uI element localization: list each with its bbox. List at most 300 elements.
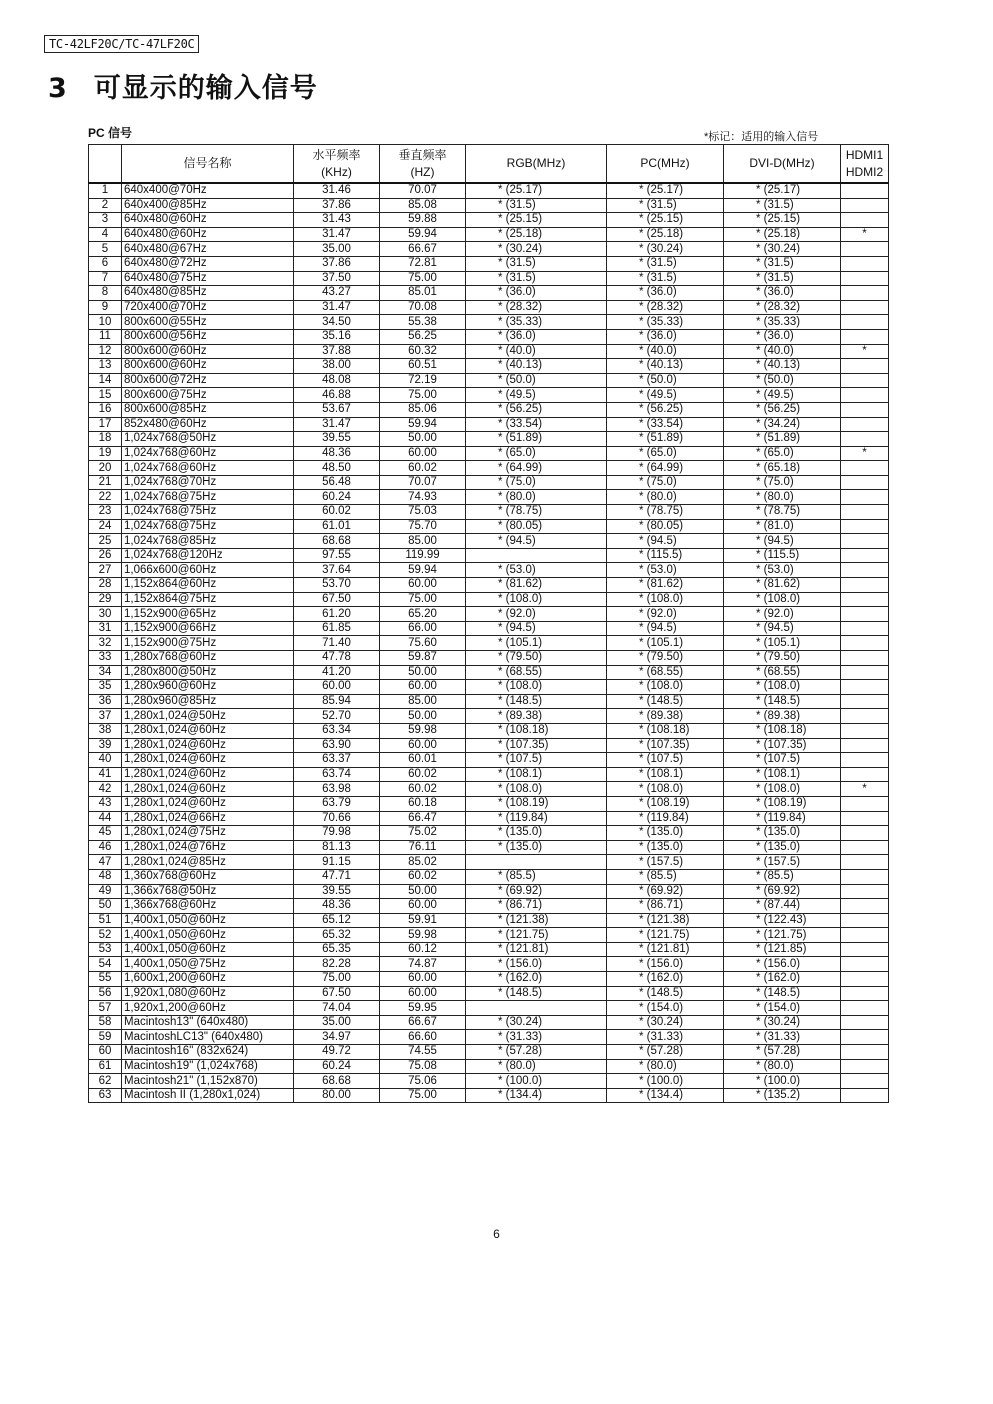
pc-clock: * (36.0): [607, 329, 724, 344]
row-number: 46: [89, 840, 122, 855]
signal-name: 1,280x960@85Hz: [122, 694, 294, 709]
h-freq: 47.71: [294, 869, 380, 884]
v-freq: 75.00: [380, 388, 466, 403]
dvi-clock: * (148.5): [724, 986, 841, 1001]
v-freq: 70.07: [380, 183, 466, 198]
pc-clock: * (115.5): [607, 548, 724, 563]
table-row: [89, 665, 889, 680]
dvi-clock: * (31.5): [724, 198, 841, 213]
table-row: [89, 899, 889, 914]
signal-name: 640x480@72Hz: [122, 256, 294, 271]
pc-clock: * (135.0): [607, 826, 724, 841]
rgb-clock: * (80.05): [466, 519, 607, 534]
pc-clock: * (86.71): [607, 899, 724, 914]
pc-clock: * (80.0): [607, 490, 724, 505]
v-freq: 85.01: [380, 286, 466, 301]
header-pc: PC(MHz): [607, 145, 724, 184]
h-freq: 61.85: [294, 621, 380, 636]
header-no: [89, 145, 122, 184]
dvi-clock: * (94.5): [724, 621, 841, 636]
v-freq: 66.47: [380, 811, 466, 826]
table-row: [89, 1015, 889, 1030]
h-freq: 63.90: [294, 738, 380, 753]
hdmi-mark: [841, 709, 889, 724]
h-freq: 37.64: [294, 563, 380, 578]
hdmi-mark: [841, 461, 889, 476]
v-freq: 50.00: [380, 665, 466, 680]
rgb-clock: * (100.0): [466, 1074, 607, 1089]
dvi-clock: * (65.18): [724, 461, 841, 476]
table-row: [89, 869, 889, 884]
table-row: [89, 1001, 889, 1016]
v-freq: 85.00: [380, 534, 466, 549]
signal-name: 640x480@75Hz: [122, 271, 294, 286]
v-freq: 59.94: [380, 227, 466, 242]
pc-clock: * (65.0): [607, 446, 724, 461]
table-row: [89, 986, 889, 1001]
row-number: 59: [89, 1030, 122, 1045]
table-row: [89, 432, 889, 447]
hdmi-mark: [841, 1015, 889, 1030]
h-freq: 53.70: [294, 578, 380, 593]
row-number: 43: [89, 796, 122, 811]
table-row: [89, 738, 889, 753]
section-number: 3: [48, 73, 68, 104]
v-freq: 74.55: [380, 1045, 466, 1060]
pc-clock: * (105.1): [607, 636, 724, 651]
signal-name: 1,024x768@75Hz: [122, 519, 294, 534]
row-number: 8: [89, 286, 122, 301]
signal-name: 1,024x768@50Hz: [122, 432, 294, 447]
pc-clock: * (68.55): [607, 665, 724, 680]
rgb-clock: * (64.99): [466, 461, 607, 476]
h-freq: 60.00: [294, 680, 380, 695]
signal-name: 640x480@60Hz: [122, 227, 294, 242]
h-freq: 46.88: [294, 388, 380, 403]
dvi-clock: * (40.0): [724, 344, 841, 359]
dvi-clock: * (35.33): [724, 315, 841, 330]
row-number: 9: [89, 300, 122, 315]
pc-clock: * (162.0): [607, 972, 724, 987]
v-freq: 75.00: [380, 592, 466, 607]
dvi-clock: * (25.18): [724, 227, 841, 242]
section-title: [48, 66, 318, 105]
hdmi-mark: [841, 315, 889, 330]
hdmi-mark: *: [841, 782, 889, 797]
signal-name: 800x600@60Hz: [122, 359, 294, 374]
dvi-clock: * (154.0): [724, 1001, 841, 1016]
signal-name: 1,280x1,024@60Hz: [122, 796, 294, 811]
rgb-clock: * (50.0): [466, 373, 607, 388]
dvi-clock: * (135.0): [724, 840, 841, 855]
table-row: [89, 826, 889, 841]
hdmi-mark: [841, 753, 889, 768]
h-freq: 71.40: [294, 636, 380, 651]
row-number: 52: [89, 928, 122, 943]
pc-signal-table: [88, 144, 889, 1103]
v-freq: 75.00: [380, 1088, 466, 1103]
rgb-clock: * (40.13): [466, 359, 607, 374]
rgb-clock: * (108.18): [466, 723, 607, 738]
v-freq: 59.95: [380, 1001, 466, 1016]
h-freq: 61.20: [294, 607, 380, 622]
signal-name: 1,400x1,050@60Hz: [122, 942, 294, 957]
h-freq: 81.13: [294, 840, 380, 855]
header-h-freq: [294, 145, 380, 184]
hdmi-mark: [841, 680, 889, 695]
table-row: [89, 796, 889, 811]
dvi-clock: * (75.0): [724, 475, 841, 490]
h-freq: 37.86: [294, 198, 380, 213]
h-freq: 67.50: [294, 986, 380, 1001]
signal-name: 1,152x864@75Hz: [122, 592, 294, 607]
pc-clock: * (49.5): [607, 388, 724, 403]
pc-clock: * (80.05): [607, 519, 724, 534]
signal-name: 1,024x768@60Hz: [122, 461, 294, 476]
signal-name: 1,152x900@66Hz: [122, 621, 294, 636]
v-freq: 60.02: [380, 767, 466, 782]
signal-name: 1,024x768@70Hz: [122, 475, 294, 490]
v-freq: 75.03: [380, 505, 466, 520]
hdmi-mark: [841, 986, 889, 1001]
dvi-clock: * (68.55): [724, 665, 841, 680]
row-number: 48: [89, 869, 122, 884]
h-freq: 75.00: [294, 972, 380, 987]
header-h-freq-label: 水平频率: [312, 147, 361, 162]
v-freq: 119.99: [380, 548, 466, 563]
rgb-clock: * (65.0): [466, 446, 607, 461]
table-row: [89, 227, 889, 242]
v-freq: 50.00: [380, 709, 466, 724]
v-freq: 60.00: [380, 738, 466, 753]
h-freq: 37.86: [294, 256, 380, 271]
table-row: [89, 680, 889, 695]
row-number: 20: [89, 461, 122, 476]
row-number: 62: [89, 1074, 122, 1089]
h-freq: 65.32: [294, 928, 380, 943]
hdmi-mark: [841, 694, 889, 709]
rgb-clock: * (78.75): [466, 505, 607, 520]
table-row: [89, 256, 889, 271]
pc-clock: * (107.5): [607, 753, 724, 768]
h-freq: 63.74: [294, 767, 380, 782]
signal-name: 1,280x1,024@66Hz: [122, 811, 294, 826]
v-freq: 60.00: [380, 578, 466, 593]
pc-clock: * (25.17): [607, 183, 724, 198]
h-freq: 52.70: [294, 709, 380, 724]
h-freq: 37.88: [294, 344, 380, 359]
table-row: [89, 723, 889, 738]
row-number: 25: [89, 534, 122, 549]
section-title-text: 可显示的输入信号: [93, 73, 318, 104]
signal-name: 1,280x1,024@60Hz: [122, 782, 294, 797]
v-freq: 60.32: [380, 344, 466, 359]
v-freq: 60.00: [380, 986, 466, 1001]
rgb-clock: * (81.62): [466, 578, 607, 593]
pc-clock: * (31.5): [607, 256, 724, 271]
h-freq: 61.01: [294, 519, 380, 534]
h-freq: 74.04: [294, 1001, 380, 1016]
hdmi-mark: [841, 183, 889, 198]
hdmi-mark: [841, 899, 889, 914]
signal-name: 800x600@85Hz: [122, 402, 294, 417]
dvi-clock: * (115.5): [724, 548, 841, 563]
rgb-clock: * (79.50): [466, 651, 607, 666]
h-freq: 67.50: [294, 592, 380, 607]
signal-name: 800x600@72Hz: [122, 373, 294, 388]
table-row: [89, 942, 889, 957]
table-row: [89, 359, 889, 374]
row-number: 17: [89, 417, 122, 432]
dvi-clock: * (40.13): [724, 359, 841, 374]
signal-name: 800x600@55Hz: [122, 315, 294, 330]
dvi-clock: * (108.0): [724, 782, 841, 797]
v-freq: 59.88: [380, 213, 466, 228]
h-freq: 85.94: [294, 694, 380, 709]
signal-name: 640x480@60Hz: [122, 213, 294, 228]
hdmi-mark: [841, 913, 889, 928]
table-row: [89, 694, 889, 709]
h-freq: 43.27: [294, 286, 380, 301]
hdmi-mark: [841, 928, 889, 943]
table-row: [89, 242, 889, 257]
table-body: [89, 183, 889, 1103]
signal-name: 1,600x1,200@60Hz: [122, 972, 294, 987]
signal-name: 1,280x1,024@50Hz: [122, 709, 294, 724]
dvi-clock: * (80.0): [724, 1059, 841, 1074]
table-row: [89, 651, 889, 666]
v-freq: 66.60: [380, 1030, 466, 1045]
v-freq: 74.87: [380, 957, 466, 972]
row-number: 49: [89, 884, 122, 899]
table-row: [89, 563, 889, 578]
hdmi-mark: [841, 738, 889, 753]
row-number: 13: [89, 359, 122, 374]
dvi-clock: * (36.0): [724, 286, 841, 301]
rgb-clock: * (75.0): [466, 475, 607, 490]
dvi-clock: * (36.0): [724, 329, 841, 344]
rgb-clock: * (57.28): [466, 1045, 607, 1060]
dvi-clock: * (92.0): [724, 607, 841, 622]
rgb-clock: * (94.5): [466, 621, 607, 636]
v-freq: 60.00: [380, 680, 466, 695]
table-row: [89, 344, 889, 359]
rgb-clock: * (69.92): [466, 884, 607, 899]
rgb-clock: * (156.0): [466, 957, 607, 972]
pc-clock: * (121.38): [607, 913, 724, 928]
row-number: 18: [89, 432, 122, 447]
table-row: [89, 957, 889, 972]
dvi-clock: * (107.5): [724, 753, 841, 768]
signal-name: 1,280x1,024@60Hz: [122, 738, 294, 753]
header-rgb: RGB(MHz): [466, 145, 607, 184]
pc-clock: * (31.5): [607, 271, 724, 286]
h-freq: 38.00: [294, 359, 380, 374]
h-freq: 53.67: [294, 402, 380, 417]
dvi-clock: * (57.28): [724, 1045, 841, 1060]
rgb-clock: * (25.18): [466, 227, 607, 242]
dvi-clock: * (69.92): [724, 884, 841, 899]
h-freq: 91.15: [294, 855, 380, 870]
header-v-freq-label: 垂直频率: [398, 147, 447, 162]
pc-clock: * (85.5): [607, 869, 724, 884]
dvi-clock: * (51.89): [724, 432, 841, 447]
pc-clock: * (75.0): [607, 475, 724, 490]
dvi-clock: * (25.15): [724, 213, 841, 228]
v-freq: 66.67: [380, 242, 466, 257]
pc-clock: * (53.0): [607, 563, 724, 578]
h-freq: 63.34: [294, 723, 380, 738]
row-number: 11: [89, 329, 122, 344]
header-v-freq: [380, 145, 466, 184]
table-row: [89, 519, 889, 534]
v-freq: 60.18: [380, 796, 466, 811]
v-freq: 59.94: [380, 417, 466, 432]
v-freq: 50.00: [380, 432, 466, 447]
v-freq: 66.00: [380, 621, 466, 636]
rgb-clock: * (31.33): [466, 1030, 607, 1045]
dvi-clock: * (135.2): [724, 1088, 841, 1103]
signal-name: 1,152x864@60Hz: [122, 578, 294, 593]
pc-clock: * (28.32): [607, 300, 724, 315]
rgb-clock: * (107.35): [466, 738, 607, 753]
signal-name: 640x400@70Hz: [122, 183, 294, 198]
row-number: 19: [89, 446, 122, 461]
pc-clock: * (31.33): [607, 1030, 724, 1045]
v-freq: 60.00: [380, 899, 466, 914]
table-row: [89, 286, 889, 301]
v-freq: 59.91: [380, 913, 466, 928]
h-freq: 79.98: [294, 826, 380, 841]
dvi-clock: * (30.24): [724, 242, 841, 257]
signal-name: 1,280x1,024@76Hz: [122, 840, 294, 855]
table-label: PC 信号: [88, 126, 133, 140]
table-row: [89, 840, 889, 855]
signal-name: 1,920x1,080@60Hz: [122, 986, 294, 1001]
hdmi-mark: [841, 1088, 889, 1103]
header-signal-name: 信号名称: [122, 145, 294, 184]
table-row: [89, 1074, 889, 1089]
header-v-freq-unit: (HZ): [410, 164, 435, 179]
signal-name: 1,152x900@65Hz: [122, 607, 294, 622]
pc-clock: * (92.0): [607, 607, 724, 622]
signal-name: 640x400@85Hz: [122, 198, 294, 213]
table-row: [89, 198, 889, 213]
row-number: 29: [89, 592, 122, 607]
h-freq: 80.00: [294, 1088, 380, 1103]
row-number: 55: [89, 972, 122, 987]
h-freq: 70.66: [294, 811, 380, 826]
rgb-clock: * (68.55): [466, 665, 607, 680]
pc-clock: * (25.18): [607, 227, 724, 242]
hdmi-mark: [841, 271, 889, 286]
h-freq: 97.55: [294, 548, 380, 563]
row-number: 26: [89, 548, 122, 563]
table-row: [89, 505, 889, 520]
pc-clock: * (78.75): [607, 505, 724, 520]
hdmi-mark: [841, 1001, 889, 1016]
hdmi-mark: [841, 826, 889, 841]
header-hdmi: [841, 145, 889, 184]
hdmi-mark: [841, 855, 889, 870]
dvi-clock: * (100.0): [724, 1074, 841, 1089]
rgb-clock: * (25.15): [466, 213, 607, 228]
row-number: 15: [89, 388, 122, 403]
v-freq: 60.02: [380, 869, 466, 884]
h-freq: 82.28: [294, 957, 380, 972]
hdmi-mark: [841, 972, 889, 987]
v-freq: 85.06: [380, 402, 466, 417]
signal-name: 1,280x768@60Hz: [122, 651, 294, 666]
rgb-clock: [466, 548, 607, 563]
signal-name: 1,066x600@60Hz: [122, 563, 294, 578]
dvi-clock: * (108.1): [724, 767, 841, 782]
dvi-clock: * (78.75): [724, 505, 841, 520]
hdmi-mark: [841, 519, 889, 534]
row-number: 58: [89, 1015, 122, 1030]
h-freq: 31.46: [294, 183, 380, 198]
row-number: 60: [89, 1045, 122, 1060]
rgb-clock: * (56.25): [466, 402, 607, 417]
v-freq: 59.87: [380, 651, 466, 666]
rgb-clock: * (33.54): [466, 417, 607, 432]
dvi-clock: * (56.25): [724, 402, 841, 417]
dvi-clock: * (107.35): [724, 738, 841, 753]
v-freq: 85.00: [380, 694, 466, 709]
table-row: [89, 972, 889, 987]
dvi-clock: * (80.0): [724, 490, 841, 505]
hdmi-mark: [841, 665, 889, 680]
table-row: [89, 388, 889, 403]
row-number: 28: [89, 578, 122, 593]
v-freq: 59.94: [380, 563, 466, 578]
row-number: 56: [89, 986, 122, 1001]
dvi-clock: * (79.50): [724, 651, 841, 666]
dvi-clock: * (65.0): [724, 446, 841, 461]
table-row: [89, 213, 889, 228]
signal-name: Macintosh16" (832x624): [122, 1045, 294, 1060]
table-row: [89, 767, 889, 782]
row-number: 23: [89, 505, 122, 520]
pc-clock: * (108.0): [607, 592, 724, 607]
signal-name: 1,024x768@75Hz: [122, 505, 294, 520]
signal-name: MacintoshLC13" (640x480): [122, 1030, 294, 1045]
pc-clock: * (80.0): [607, 1059, 724, 1074]
signal-name: 1,280x1,024@85Hz: [122, 855, 294, 870]
pc-clock: * (94.5): [607, 534, 724, 549]
row-number: 53: [89, 942, 122, 957]
hdmi-mark: [841, 840, 889, 855]
row-number: 47: [89, 855, 122, 870]
row-number: 6: [89, 256, 122, 271]
pc-clock: * (121.75): [607, 928, 724, 943]
row-number: 51: [89, 913, 122, 928]
h-freq: 48.50: [294, 461, 380, 476]
row-number: 12: [89, 344, 122, 359]
pc-clock: * (31.5): [607, 198, 724, 213]
pc-clock: * (79.50): [607, 651, 724, 666]
pc-clock: * (108.0): [607, 680, 724, 695]
table-row: [89, 402, 889, 417]
signal-name: 1,024x768@120Hz: [122, 548, 294, 563]
model-number-label: TC-42LF20C/TC-47LF20C: [44, 35, 199, 53]
signal-name: 800x600@75Hz: [122, 388, 294, 403]
table-row: [89, 1088, 889, 1103]
signal-name: Macintosh21" (1,152x870): [122, 1074, 294, 1089]
pc-clock: * (33.54): [607, 417, 724, 432]
h-freq: 68.68: [294, 534, 380, 549]
signal-name: 800x600@60Hz: [122, 344, 294, 359]
